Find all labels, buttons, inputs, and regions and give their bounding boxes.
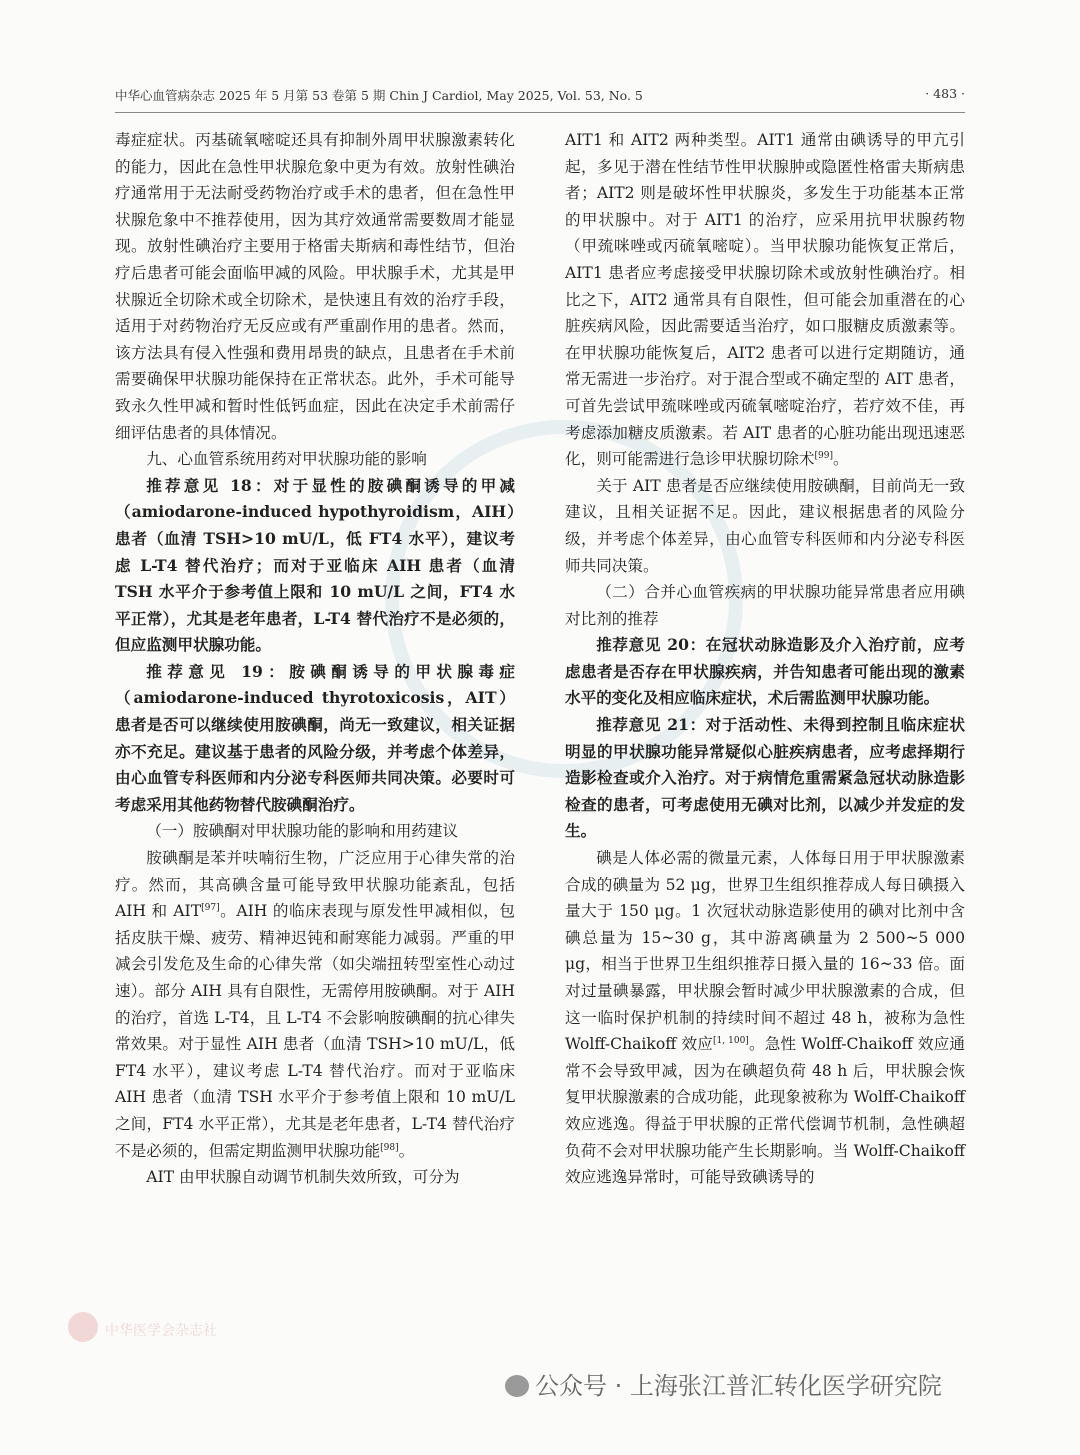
running-header: [115, 86, 965, 108]
paragraph: 碘是人体必需的微量元素，人体每日用于甲状腺激素合成的碘量为 52 μg，世界卫生组织推荐成人每日碘摄入量大于 150 μg。1 次冠状动脉造影使用的碘对比剂中含碘总量为 15~30 g，其中游离碘量为 2 500~5 000 μg，相当于世界卫生组织推荐日摄入量的 16~33 倍。面对过量碘暴露，甲状腺会暂时减少甲状腺激素的合成，但这一临时保护机制的持续时间不超过 48 h，被称为急性 Wolff-Chaikoff 效应[1, 100]。急性 Wolff-Chaikoff 效应通常不会导致甲减，因为在碘超负荷 48 h 后，甲状腺会恢复甲状腺激素的合成功能，此现象被称为 Wolff-Chaikoff 效应逃逸。得益于甲状腺的正常代偿调节机制，急性碘超负荷不会对甲状腺功能产生长期影响。当 Wolff-Chaikoff 效应逃逸异常时，可能导致碘诱导的: [565, 849, 965, 1187]
citation[interactable]: [99]: [814, 450, 833, 461]
paragraph: 胺碘酮是苯并呋喃衍生物，广泛应用于心律失常的治疗。然而，其高碘含量可能导致甲状腺功能紊乱，包括 AIH 和 AIT[97]。AIH 的临床表现与原发性甲减相似，包括皮肤干燥、疲劳、精神迟钝和耐寒能力减弱。严重的甲减会引发危及生命的心律失常（如尖端扭转型室性心动过速）。部分 AIH 具有自限性，无需停用胺碘酮。对于 AIH 的治疗，首选 L-T4，且 L-T4 不会影响胺碘酮的抗心律失常效果。对于显性 AIH 患者（血清 TSH>10 mU/L，低 FT4 水平），建议考虑 L-T4 替代治疗。而对于亚临床 AIH 患者（血清 TSH 水平介于参考值上限和 10 mU/L 之间，FT4 水平正常），尤其是老年患者，L-T4 替代治疗不是必须的，但需定期监测甲状腺功能[98]。: [115, 849, 515, 1160]
header-divider: [115, 112, 965, 113]
recommendation-21: 推荐意见 21：对于活动性、未得到控制且临床症状明显的甲状腺功能异常疑似心脏疾病患者，应考虑择期行造影检查或介入治疗。对于病情危重需紧急冠状动脉造影检查的患者，可考虑使用无碘对比剂，以减少并发症的发生。: [565, 715, 965, 841]
publisher-logo-icon: [68, 1312, 98, 1342]
left-column: [115, 127, 515, 1191]
recommendation-18: 推荐意见 18：对于显性的胺碘酮诱导的甲减（amiodarone-induced hypothyroidism，AIH）患者（血清 TSH>10 mU/L，低 FT4 水平），建议考虑 L-T4 替代治疗；而对于亚临床 AIH 患者（血清 TSH 水平介于参考值上限和 10 mU/L 之间，FT4 水平正常），尤其是老年患者，L-T4 替代治疗不是必须的，但应监测甲状腺功能。: [115, 475, 515, 655]
citation[interactable]: [1, 100]: [712, 1036, 749, 1046]
recommendation-20: 推荐意见 20：在冠状动脉造影及介入治疗前，应考虑患者是否存在甲状腺疾病，并告知患者可能出现的激素水平的变化及相应临床症状，术后需监测甲状腺功能。: [565, 635, 965, 708]
account-watermark: [505, 1366, 942, 1400]
subsection-heading: （一）胺碘酮对甲状腺功能的影响和用药建议: [146, 822, 459, 841]
page-number: · 483 ·: [925, 86, 965, 101]
recommendation-19: 推荐意见 19：胺碘酮诱导的甲状腺毒症（amiodarone-induced thyrotoxicosis，AIT）患者是否可以继续使用胺碘酮，尚无一致建议，相关证据亦不充足。建议基于患者的风险分级，并考虑个体差异，由心血管专科医师和内分泌专科医师共同决策。必要时可考虑采用其他药物替代胺碘酮治疗。: [115, 661, 515, 814]
paragraph: AIT 由甲状腺自动调节机制失效所致，可分为: [146, 1168, 460, 1187]
wechat-icon: [505, 1375, 529, 1397]
publisher-logo-text: 中华医学会杂志社: [105, 1323, 217, 1339]
citation[interactable]: [98]: [380, 1142, 399, 1153]
citation[interactable]: [97]: [201, 903, 220, 914]
subsection-heading: （二）合并心血管疾病的甲状腺功能异常患者应用碘对比剂的推荐: [565, 583, 965, 628]
account-watermark-text: 公众号 · 上海张江普汇转化医学研究院: [535, 1372, 942, 1400]
paragraph: 毒症症状。丙基硫氧嘧啶还具有抑制外周甲状腺激素转化的能力，因此在急性甲状腺危象中更为有效。放射性碘治疗通常用于无法耐受药物治疗或手术的患者，但在急性甲状腺危象中不推荐使用，因为其疗效通常需要数周才能显现。放射性碘治疗主要用于格雷夫斯病和毒性结节，但治疗后患者可能会面临甲减的风险。甲状腺手术，尤其是甲状腺近全切除术或全切除术，是快速且有效的治疗手段，适用于对药物治疗无反应或有严重副作用的患者。然而，该方法具有侵入性强和费用昂贵的缺点，且患者在手术前需要确保甲状腺功能保持在正常状态。此外，手术可能导致永久性甲减和暂时性低钙血症，因此在决定手术前需仔细评估患者的具体情况。: [115, 131, 515, 442]
journal-citation: 中华心血管病杂志 2025 年 5 月第 53 卷第 5 期 Chin J Cardiol, May 2025, Vol. 53, No. 5: [115, 88, 643, 103]
paragraph: 关于 AIT 患者是否应继续使用胺碘酮，目前尚无一致建议，且相关证据不足。因此，建议根据患者的风险分级，并考虑个体差异，由心血管专科医师和内分泌专科医师共同决策。: [565, 476, 965, 575]
paragraph: AIT1 和 AIT2 两种类型。AIT1 通常由碘诱导的甲亢引起，多见于潜在性结节性甲状腺肿或隐匿性格雷夫斯病患者；AIT2 则是破坏性甲状腺炎，多发生于功能基本正常的甲状腺中。对于 AIT1 的治疗，应采用抗甲状腺药物（甲巯咪唑或丙硫氧嘧啶）。当甲状腺功能恢复正常后，AIT1 患者应考虑接受甲状腺切除术或放射性碘治疗。相比之下，AIT2 通常具有自限性，但可能会加重潜在的心脏疾病风险，因此需要适当治疗，如口服糖皮质激素等。在甲状腺功能恢复后，AIT2 患者可以进行定期随访，通常无需进一步治疗。对于混合型或不确定型的 AIT 患者，可首先尝试甲巯咪唑或丙硫氧嘧啶治疗，若疗效不佳，再考虑添加糖皮质激素。若 AIT 患者的心脏功能出现迅速恶化，则可能需进行急诊甲状腺切除术[99]。: [565, 131, 965, 469]
section-heading: 九、心血管系统用药对甲状腺功能的影响: [146, 450, 427, 469]
right-column: [565, 127, 965, 1191]
